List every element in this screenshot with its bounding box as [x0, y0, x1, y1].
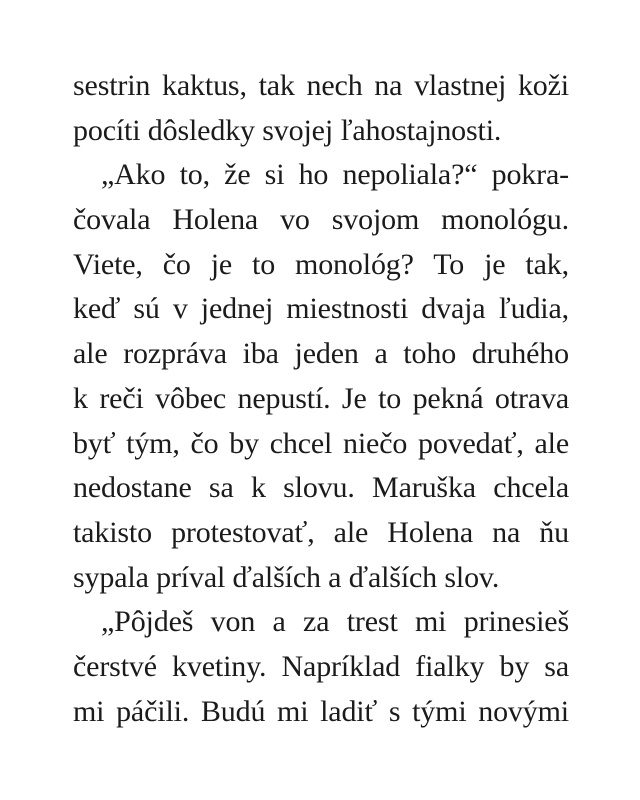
text-line: mi páčili. Budú mi ladiť s tými novými — [73, 694, 569, 728]
text-line: keď sú v jednej miestnosti dvaja ľudia, — [73, 292, 569, 326]
text-line: pocíti dôsledky svojej ľahostajnosti. — [73, 113, 502, 147]
text-line: sypala príval ďalších a ďalších slov. — [73, 560, 500, 594]
text-line: čerstvé kvetiny. Napríklad fialky by sa — [73, 649, 569, 683]
text-line: sestrin kaktus, tak nech na vlastnej koži — [73, 69, 569, 102]
text-line: nedostane sa k slovu. Maruška chcela — [73, 471, 569, 505]
text-line: takisto protestovať, ale Holena na ňu — [73, 515, 569, 549]
text-line: byť tým, čo by chcel niečo povedať, ale — [73, 426, 569, 460]
text-line: „Pôjdeš von a za trest mi prinesieš — [101, 605, 569, 639]
text-line: Viete, čo je to monológ? To je tak, — [73, 247, 569, 281]
text-line: k reči vôbec nepustí. Je to pekná otrava — [73, 381, 569, 415]
text-line: ale rozpráva iba jeden a toho druhého — [73, 337, 569, 371]
text-line: „Ako to, že si ho nepoliala?“ pokra- — [101, 158, 569, 192]
book-page — [73, 64, 569, 774]
text-line: čovala Holena vo svojom monológu. — [73, 203, 569, 237]
